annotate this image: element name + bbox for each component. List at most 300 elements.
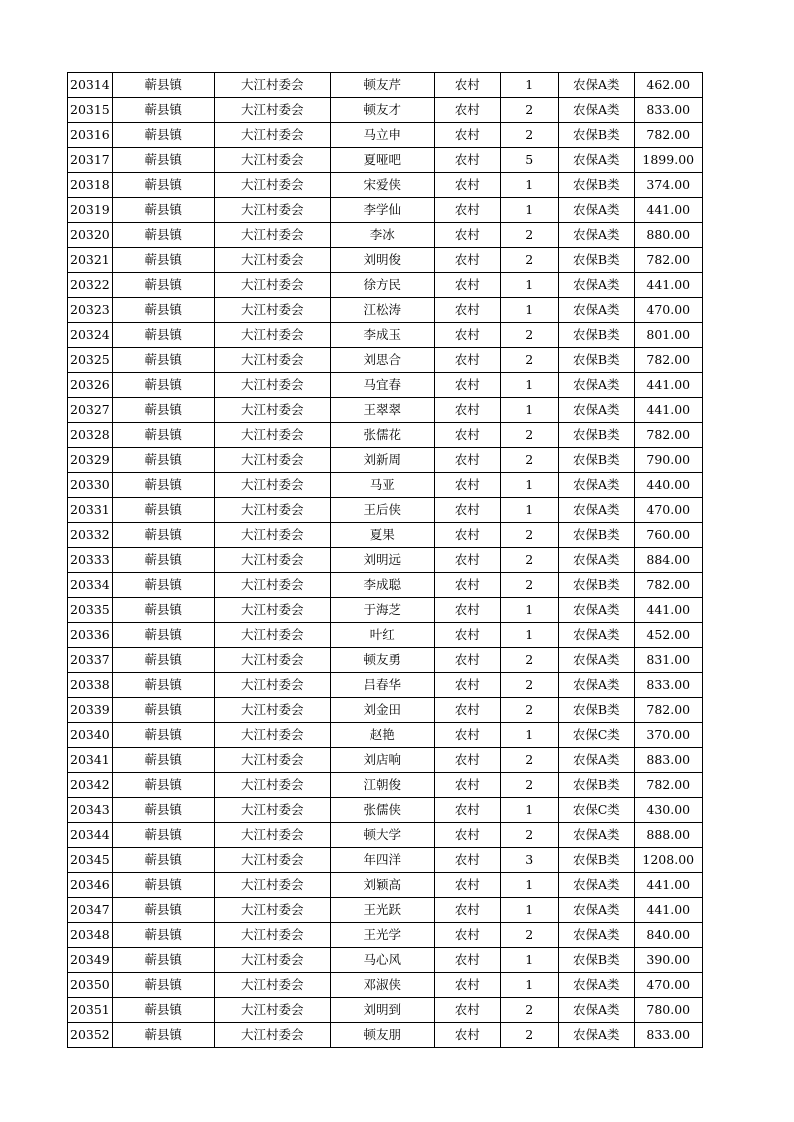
village-committee-cell: 大江村委会 [214, 823, 330, 848]
area-type-cell: 农村 [434, 198, 500, 223]
amount-cell: 374.00 [634, 173, 702, 198]
record-id-cell: 20331 [68, 498, 113, 523]
person-name-cell: 刘金田 [330, 698, 434, 723]
person-name-cell: 张儒侠 [330, 798, 434, 823]
household-count-cell: 2 [500, 998, 558, 1023]
household-count-cell: 1 [500, 973, 558, 998]
record-id-cell: 20347 [68, 898, 113, 923]
area-type-cell: 农村 [434, 648, 500, 673]
household-count-cell: 2 [500, 523, 558, 548]
insurance-category-cell: 农保A类 [558, 473, 634, 498]
record-id-cell: 20333 [68, 548, 113, 573]
insurance-category-cell: 农保A类 [558, 823, 634, 848]
record-id-cell: 20332 [68, 523, 113, 548]
insurance-category-cell: 农保B类 [558, 948, 634, 973]
amount-cell: 441.00 [634, 373, 702, 398]
village-committee-cell: 大江村委会 [214, 873, 330, 898]
town-cell: 蕲县镇 [112, 723, 214, 748]
amount-cell: 470.00 [634, 498, 702, 523]
person-name-cell: 刘明到 [330, 998, 434, 1023]
village-committee-cell: 大江村委会 [214, 98, 330, 123]
record-id-cell: 20344 [68, 823, 113, 848]
household-count-cell: 2 [500, 648, 558, 673]
amount-cell: 782.00 [634, 773, 702, 798]
table-row [68, 748, 703, 773]
person-name-cell: 李冰 [330, 223, 434, 248]
person-name-cell: 刘明远 [330, 548, 434, 573]
area-type-cell: 农村 [434, 73, 500, 98]
record-id-cell: 20321 [68, 248, 113, 273]
household-count-cell: 2 [500, 248, 558, 273]
table-row [68, 673, 703, 698]
record-id-cell: 20314 [68, 73, 113, 98]
town-cell: 蕲县镇 [112, 823, 214, 848]
village-committee-cell: 大江村委会 [214, 198, 330, 223]
insurance-category-cell: 农保B类 [558, 448, 634, 473]
record-id-cell: 20349 [68, 948, 113, 973]
table-row [68, 298, 703, 323]
person-name-cell: 王光学 [330, 923, 434, 948]
area-type-cell: 农村 [434, 598, 500, 623]
amount-cell: 452.00 [634, 623, 702, 648]
insurance-category-cell: 农保A类 [558, 673, 634, 698]
table-row [68, 848, 703, 873]
table-row [68, 473, 703, 498]
area-type-cell: 农村 [434, 823, 500, 848]
amount-cell: 780.00 [634, 998, 702, 1023]
area-type-cell: 农村 [434, 873, 500, 898]
table-row [68, 123, 703, 148]
amount-cell: 782.00 [634, 573, 702, 598]
insurance-category-cell: 农保A类 [558, 223, 634, 248]
insurance-category-cell: 农保A类 [558, 648, 634, 673]
amount-cell: 470.00 [634, 298, 702, 323]
household-count-cell: 1 [500, 298, 558, 323]
record-id-cell: 20351 [68, 998, 113, 1023]
area-type-cell: 农村 [434, 473, 500, 498]
record-id-cell: 20320 [68, 223, 113, 248]
person-name-cell: 王后侠 [330, 498, 434, 523]
table-row [68, 273, 703, 298]
household-count-cell: 2 [500, 323, 558, 348]
insurance-category-cell: 农保A类 [558, 373, 634, 398]
village-committee-cell: 大江村委会 [214, 373, 330, 398]
area-type-cell: 农村 [434, 848, 500, 873]
town-cell: 蕲县镇 [112, 848, 214, 873]
insurance-category-cell: 农保A类 [558, 273, 634, 298]
village-committee-cell: 大江村委会 [214, 248, 330, 273]
table-row [68, 173, 703, 198]
village-committee-cell: 大江村委会 [214, 173, 330, 198]
table-row [68, 898, 703, 923]
roster-body [68, 73, 703, 1048]
household-count-cell: 2 [500, 348, 558, 373]
village-committee-cell: 大江村委会 [214, 948, 330, 973]
amount-cell: 880.00 [634, 223, 702, 248]
table-row [68, 373, 703, 398]
town-cell: 蕲县镇 [112, 898, 214, 923]
table-row [68, 873, 703, 898]
household-count-cell: 1 [500, 798, 558, 823]
village-committee-cell: 大江村委会 [214, 273, 330, 298]
area-type-cell: 农村 [434, 948, 500, 973]
insurance-category-cell: 农保A类 [558, 98, 634, 123]
town-cell: 蕲县镇 [112, 373, 214, 398]
table-row [68, 573, 703, 598]
record-id-cell: 20343 [68, 798, 113, 823]
record-id-cell: 20319 [68, 198, 113, 223]
table-row [68, 148, 703, 173]
amount-cell: 441.00 [634, 398, 702, 423]
area-type-cell: 农村 [434, 798, 500, 823]
table-row [68, 198, 703, 223]
insurance-category-cell: 农保C类 [558, 723, 634, 748]
town-cell: 蕲县镇 [112, 123, 214, 148]
town-cell: 蕲县镇 [112, 273, 214, 298]
table-row [68, 698, 703, 723]
roster-table [67, 72, 703, 1048]
amount-cell: 782.00 [634, 123, 702, 148]
area-type-cell: 农村 [434, 623, 500, 648]
table-row [68, 548, 703, 573]
area-type-cell: 农村 [434, 498, 500, 523]
town-cell: 蕲县镇 [112, 473, 214, 498]
table-row [68, 248, 703, 273]
record-id-cell: 20336 [68, 623, 113, 648]
area-type-cell: 农村 [434, 673, 500, 698]
amount-cell: 760.00 [634, 523, 702, 548]
area-type-cell: 农村 [434, 748, 500, 773]
record-id-cell: 20350 [68, 973, 113, 998]
area-type-cell: 农村 [434, 923, 500, 948]
amount-cell: 840.00 [634, 923, 702, 948]
household-count-cell: 1 [500, 398, 558, 423]
record-id-cell: 20317 [68, 148, 113, 173]
amount-cell: 441.00 [634, 873, 702, 898]
household-count-cell: 2 [500, 573, 558, 598]
village-committee-cell: 大江村委会 [214, 698, 330, 723]
table-row [68, 923, 703, 948]
village-committee-cell: 大江村委会 [214, 998, 330, 1023]
record-id-cell: 20334 [68, 573, 113, 598]
person-name-cell: 李学仙 [330, 198, 434, 223]
town-cell: 蕲县镇 [112, 748, 214, 773]
record-id-cell: 20348 [68, 923, 113, 948]
record-id-cell: 20346 [68, 873, 113, 898]
amount-cell: 1208.00 [634, 848, 702, 873]
village-committee-cell: 大江村委会 [214, 473, 330, 498]
town-cell: 蕲县镇 [112, 998, 214, 1023]
village-committee-cell: 大江村委会 [214, 223, 330, 248]
village-committee-cell: 大江村委会 [214, 723, 330, 748]
table-row [68, 948, 703, 973]
table-row [68, 398, 703, 423]
household-count-cell: 1 [500, 623, 558, 648]
person-name-cell: 夏哑吧 [330, 148, 434, 173]
table-row [68, 973, 703, 998]
person-name-cell: 马亚 [330, 473, 434, 498]
insurance-category-cell: 农保A类 [558, 298, 634, 323]
table-row [68, 523, 703, 548]
area-type-cell: 农村 [434, 323, 500, 348]
village-committee-cell: 大江村委会 [214, 848, 330, 873]
insurance-category-cell: 农保A类 [558, 398, 634, 423]
town-cell: 蕲县镇 [112, 973, 214, 998]
table-row [68, 423, 703, 448]
town-cell: 蕲县镇 [112, 173, 214, 198]
person-name-cell: 李成玉 [330, 323, 434, 348]
village-committee-cell: 大江村委会 [214, 448, 330, 473]
area-type-cell: 农村 [434, 1023, 500, 1048]
household-count-cell: 5 [500, 148, 558, 173]
amount-cell: 470.00 [634, 973, 702, 998]
record-id-cell: 20345 [68, 848, 113, 873]
person-name-cell: 宋爱侠 [330, 173, 434, 198]
table-row [68, 348, 703, 373]
household-count-cell: 1 [500, 723, 558, 748]
village-committee-cell: 大江村委会 [214, 323, 330, 348]
town-cell: 蕲县镇 [112, 873, 214, 898]
insurance-category-cell: 农保B类 [558, 698, 634, 723]
insurance-category-cell: 农保C类 [558, 798, 634, 823]
record-id-cell: 20326 [68, 373, 113, 398]
household-count-cell: 2 [500, 223, 558, 248]
person-name-cell: 顿友芹 [330, 73, 434, 98]
table-row [68, 798, 703, 823]
person-name-cell: 刘明俊 [330, 248, 434, 273]
insurance-category-cell: 农保A类 [558, 873, 634, 898]
household-count-cell: 1 [500, 873, 558, 898]
table-row [68, 598, 703, 623]
area-type-cell: 农村 [434, 898, 500, 923]
area-type-cell: 农村 [434, 573, 500, 598]
person-name-cell: 刘新周 [330, 448, 434, 473]
town-cell: 蕲县镇 [112, 773, 214, 798]
amount-cell: 1899.00 [634, 148, 702, 173]
village-committee-cell: 大江村委会 [214, 548, 330, 573]
amount-cell: 441.00 [634, 198, 702, 223]
insurance-category-cell: 农保B类 [558, 173, 634, 198]
household-count-cell: 2 [500, 748, 558, 773]
town-cell: 蕲县镇 [112, 548, 214, 573]
area-type-cell: 农村 [434, 998, 500, 1023]
town-cell: 蕲县镇 [112, 498, 214, 523]
area-type-cell: 农村 [434, 698, 500, 723]
household-count-cell: 1 [500, 73, 558, 98]
amount-cell: 441.00 [634, 898, 702, 923]
person-name-cell: 于海芝 [330, 598, 434, 623]
town-cell: 蕲县镇 [112, 298, 214, 323]
record-id-cell: 20338 [68, 673, 113, 698]
household-count-cell: 2 [500, 98, 558, 123]
household-count-cell: 1 [500, 173, 558, 198]
person-name-cell: 江朝俊 [330, 773, 434, 798]
table-row [68, 323, 703, 348]
area-type-cell: 农村 [434, 723, 500, 748]
area-type-cell: 农村 [434, 773, 500, 798]
person-name-cell: 江松涛 [330, 298, 434, 323]
person-name-cell: 马心风 [330, 948, 434, 973]
person-name-cell: 顿友朋 [330, 1023, 434, 1048]
household-count-cell: 2 [500, 823, 558, 848]
area-type-cell: 农村 [434, 123, 500, 148]
village-committee-cell: 大江村委会 [214, 623, 330, 648]
person-name-cell: 赵艳 [330, 723, 434, 748]
insurance-category-cell: 农保A类 [558, 623, 634, 648]
amount-cell: 831.00 [634, 648, 702, 673]
table-row [68, 498, 703, 523]
household-count-cell: 3 [500, 848, 558, 873]
household-count-cell: 1 [500, 273, 558, 298]
area-type-cell: 农村 [434, 348, 500, 373]
village-committee-cell: 大江村委会 [214, 123, 330, 148]
insurance-category-cell: 农保B类 [558, 348, 634, 373]
town-cell: 蕲县镇 [112, 598, 214, 623]
village-committee-cell: 大江村委会 [214, 348, 330, 373]
person-name-cell: 顿大学 [330, 823, 434, 848]
household-count-cell: 2 [500, 1023, 558, 1048]
record-id-cell: 20337 [68, 648, 113, 673]
amount-cell: 782.00 [634, 423, 702, 448]
record-id-cell: 20329 [68, 448, 113, 473]
insurance-category-cell: 农保B类 [558, 573, 634, 598]
household-count-cell: 2 [500, 773, 558, 798]
amount-cell: 801.00 [634, 323, 702, 348]
household-count-cell: 1 [500, 898, 558, 923]
area-type-cell: 农村 [434, 448, 500, 473]
amount-cell: 441.00 [634, 273, 702, 298]
town-cell: 蕲县镇 [112, 398, 214, 423]
village-committee-cell: 大江村委会 [214, 498, 330, 523]
amount-cell: 833.00 [634, 673, 702, 698]
household-count-cell: 1 [500, 498, 558, 523]
village-committee-cell: 大江村委会 [214, 73, 330, 98]
person-name-cell: 夏果 [330, 523, 434, 548]
village-committee-cell: 大江村委会 [214, 923, 330, 948]
person-name-cell: 张儒花 [330, 423, 434, 448]
town-cell: 蕲县镇 [112, 348, 214, 373]
person-name-cell: 邓淑侠 [330, 973, 434, 998]
person-name-cell: 马宜春 [330, 373, 434, 398]
town-cell: 蕲县镇 [112, 523, 214, 548]
village-committee-cell: 大江村委会 [214, 523, 330, 548]
town-cell: 蕲县镇 [112, 73, 214, 98]
amount-cell: 441.00 [634, 598, 702, 623]
insurance-category-cell: 农保B类 [558, 323, 634, 348]
village-committee-cell: 大江村委会 [214, 598, 330, 623]
amount-cell: 440.00 [634, 473, 702, 498]
town-cell: 蕲县镇 [112, 323, 214, 348]
table-row [68, 648, 703, 673]
town-cell: 蕲县镇 [112, 648, 214, 673]
area-type-cell: 农村 [434, 548, 500, 573]
table-row [68, 773, 703, 798]
town-cell: 蕲县镇 [112, 198, 214, 223]
household-count-cell: 1 [500, 948, 558, 973]
amount-cell: 390.00 [634, 948, 702, 973]
insurance-category-cell: 农保B类 [558, 523, 634, 548]
insurance-category-cell: 农保B类 [558, 773, 634, 798]
table-row [68, 998, 703, 1023]
insurance-category-cell: 农保A类 [558, 548, 634, 573]
person-name-cell: 马立申 [330, 123, 434, 148]
person-name-cell: 顿友才 [330, 98, 434, 123]
household-count-cell: 2 [500, 673, 558, 698]
amount-cell: 430.00 [634, 798, 702, 823]
amount-cell: 782.00 [634, 248, 702, 273]
area-type-cell: 农村 [434, 373, 500, 398]
person-name-cell: 顿友勇 [330, 648, 434, 673]
table-row [68, 223, 703, 248]
household-count-cell: 2 [500, 548, 558, 573]
person-name-cell: 刘店响 [330, 748, 434, 773]
area-type-cell: 农村 [434, 398, 500, 423]
person-name-cell: 年四洋 [330, 848, 434, 873]
town-cell: 蕲县镇 [112, 923, 214, 948]
amount-cell: 782.00 [634, 348, 702, 373]
insurance-category-cell: 农保A类 [558, 73, 634, 98]
area-type-cell: 农村 [434, 173, 500, 198]
town-cell: 蕲县镇 [112, 148, 214, 173]
record-id-cell: 20324 [68, 323, 113, 348]
amount-cell: 370.00 [634, 723, 702, 748]
area-type-cell: 农村 [434, 523, 500, 548]
person-name-cell: 刘思合 [330, 348, 434, 373]
amount-cell: 833.00 [634, 98, 702, 123]
insurance-category-cell: 农保A类 [558, 998, 634, 1023]
household-count-cell: 2 [500, 123, 558, 148]
table-row [68, 623, 703, 648]
record-id-cell: 20335 [68, 598, 113, 623]
insurance-category-cell: 农保A类 [558, 498, 634, 523]
town-cell: 蕲县镇 [112, 423, 214, 448]
area-type-cell: 农村 [434, 223, 500, 248]
table-row [68, 1023, 703, 1048]
insurance-category-cell: 农保A类 [558, 748, 634, 773]
town-cell: 蕲县镇 [112, 1023, 214, 1048]
village-committee-cell: 大江村委会 [214, 1023, 330, 1048]
area-type-cell: 农村 [434, 973, 500, 998]
area-type-cell: 农村 [434, 298, 500, 323]
insurance-category-cell: 农保A类 [558, 598, 634, 623]
household-count-cell: 2 [500, 698, 558, 723]
town-cell: 蕲县镇 [112, 98, 214, 123]
person-name-cell: 王翠翠 [330, 398, 434, 423]
record-id-cell: 20315 [68, 98, 113, 123]
household-count-cell: 1 [500, 598, 558, 623]
household-count-cell: 2 [500, 448, 558, 473]
town-cell: 蕲县镇 [112, 673, 214, 698]
town-cell: 蕲县镇 [112, 223, 214, 248]
town-cell: 蕲县镇 [112, 698, 214, 723]
area-type-cell: 农村 [434, 148, 500, 173]
village-committee-cell: 大江村委会 [214, 748, 330, 773]
insurance-category-cell: 农保B类 [558, 848, 634, 873]
amount-cell: 462.00 [634, 73, 702, 98]
insurance-category-cell: 农保B类 [558, 123, 634, 148]
insurance-category-cell: 农保A类 [558, 898, 634, 923]
record-id-cell: 20340 [68, 723, 113, 748]
household-count-cell: 1 [500, 198, 558, 223]
person-name-cell: 吕春华 [330, 673, 434, 698]
village-committee-cell: 大江村委会 [214, 148, 330, 173]
area-type-cell: 农村 [434, 273, 500, 298]
insurance-category-cell: 农保A类 [558, 198, 634, 223]
area-type-cell: 农村 [434, 248, 500, 273]
town-cell: 蕲县镇 [112, 948, 214, 973]
person-name-cell: 徐方民 [330, 273, 434, 298]
record-id-cell: 20323 [68, 298, 113, 323]
